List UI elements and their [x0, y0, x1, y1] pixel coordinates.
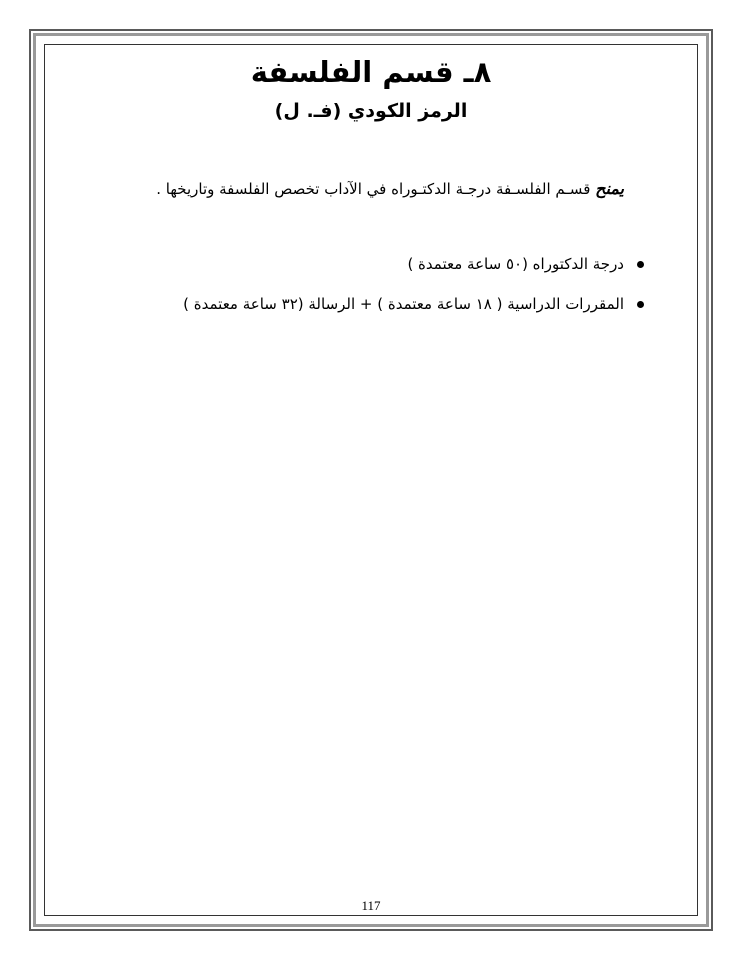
- bullet-icon: [637, 261, 644, 268]
- intro-text: قسـم الفلسـفة درجـة الدكتـوراه في الآداب تخصص الفلسفة وتاريخها .: [156, 180, 596, 198]
- page-number: 117: [361, 898, 381, 913]
- bullet-icon: [637, 301, 644, 308]
- intro-paragraph: [64, 176, 624, 202]
- page-border-inner: [44, 44, 698, 916]
- page-subtitle: الرمز الكودي (فـ. ل): [274, 100, 468, 122]
- list-item: [86, 292, 646, 316]
- list-item-text: درجة الدكتوراه (٥٠ ساعة معتمدة ): [407, 255, 624, 273]
- intro-lead-word: يمنح: [595, 179, 624, 198]
- list-item-text: المقررات الدراسية ( ١٨ ساعة معتمدة ) + الرسالة (٣٢ ساعة معتمدة ): [183, 295, 624, 313]
- page-title: ٨ـ قسم الفلسفة: [250, 55, 492, 89]
- degree-requirements-list: [86, 252, 646, 332]
- page-border: [29, 29, 713, 931]
- page-border-middle: [33, 33, 709, 927]
- list-item: [86, 252, 646, 276]
